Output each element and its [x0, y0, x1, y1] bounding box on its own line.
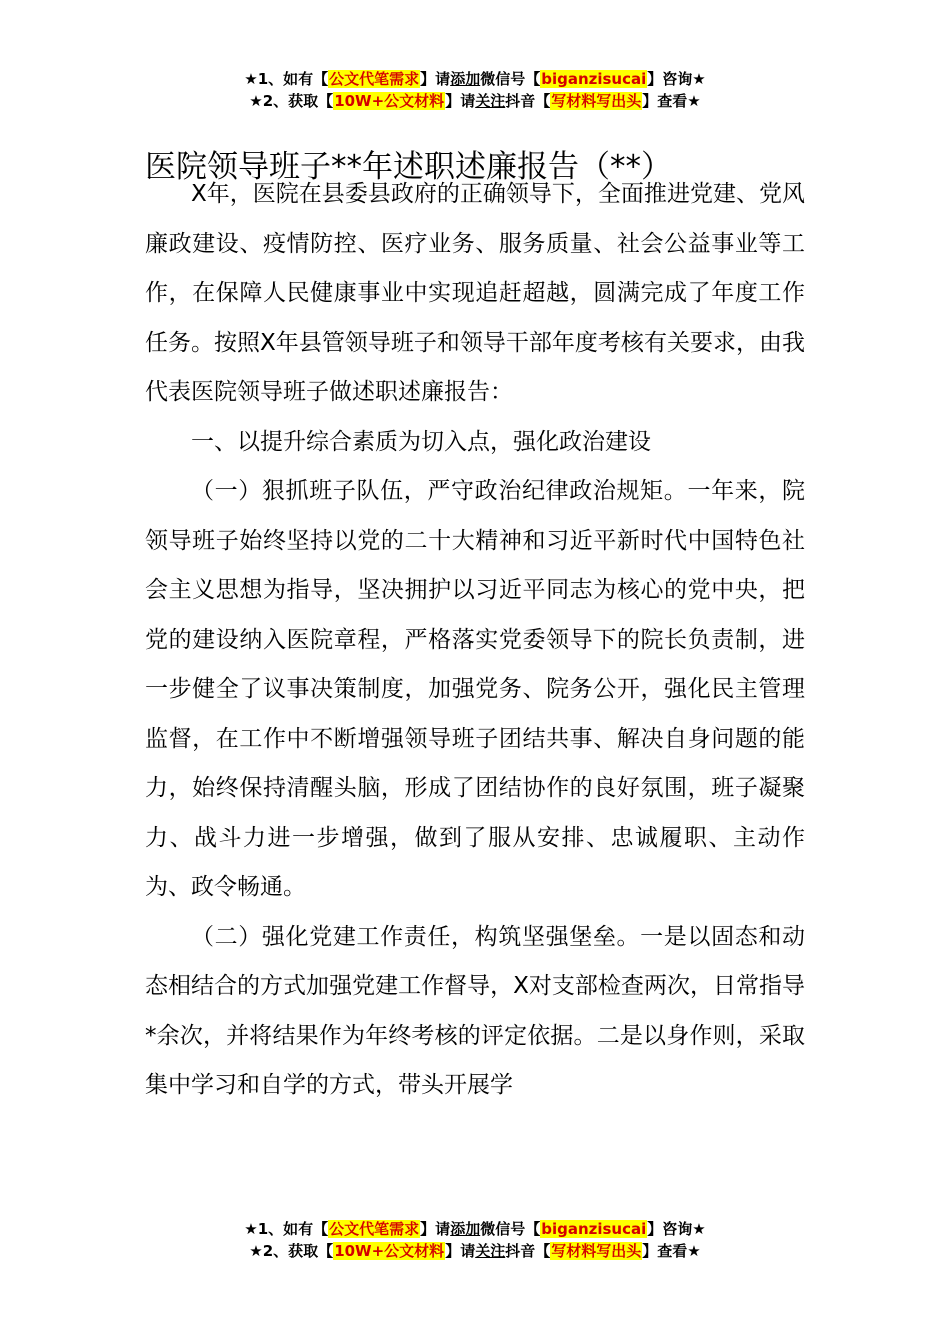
- highlight-service: 公文代笔需求: [329, 70, 420, 88]
- highlight-wechat-id: biganzisucai: [541, 70, 647, 88]
- banner-line-2: [0, 90, 950, 112]
- banner-text: 】咨询★: [647, 1220, 706, 1238]
- banner-text: 抖音【: [505, 92, 551, 110]
- banner-text: ★2、获取【: [249, 1242, 334, 1260]
- banner-text: 】咨询★: [647, 70, 706, 88]
- banner-line-1: [0, 68, 950, 90]
- highlight-douyin-id: 写材料写出头: [551, 92, 642, 110]
- highlight-materials: 10W+公文材料: [334, 92, 445, 110]
- banner-text: ★1、如有【: [244, 1220, 329, 1238]
- banner-text: 】查看★: [642, 1242, 701, 1260]
- banner-text: 】请: [445, 1242, 476, 1260]
- banner-text: 】请: [420, 70, 451, 88]
- highlight-wechat-id: biganzisucai: [541, 1220, 647, 1238]
- bottom-banner: [0, 1218, 950, 1262]
- page-title: 医院领导班子**年述职述廉报告（**）: [145, 148, 672, 185]
- banner-text: ★2、获取【: [249, 92, 334, 110]
- banner-line-2: [0, 1240, 950, 1262]
- underline-follow: 关注: [475, 1242, 506, 1260]
- banner-text: ★1、如有【: [244, 70, 329, 88]
- section-heading: 一、以提升综合素质为切入点，强化政治建设: [191, 428, 651, 455]
- highlight-douyin-id: 写材料写出头: [551, 1242, 642, 1260]
- banner-text: 】请: [420, 1220, 451, 1238]
- highlight-materials: 10W+公文材料: [334, 1242, 445, 1260]
- paragraph: （二）强化党建工作责任，构筑坚强堡垒。一是以固态和动态相结合的方式加强党建工作督导，X对支部检查两次，日常指导*余次，并将结果作为年终考核的评定依据。二是以身作则，采取集中学习和自学的方式，带头开展学: [145, 923, 805, 1098]
- banner-text: 微信号【: [480, 1220, 541, 1238]
- underline-add: 添加: [450, 1220, 481, 1238]
- banner-text: 微信号【: [480, 70, 541, 88]
- underline-follow: 关注: [475, 92, 506, 110]
- paragraph: （一）狠抓班子队伍，严守政治纪律政治规矩。一年来，院领导班子始终坚持以党的二十大精神和习近平新时代中国特色社会主义思想为指导，坚决拥护以习近平同志为核心的党中央，把党的建设纳入医院章程，严格落实党委领导下的院长负责制，进一步健全了议事决策制度，加强党务、院务公开，强化民主管理监督，在工作中不断增强领导班子团结共事、解决自身问题的能力，始终保持清醒头脑，形成了团结协作的良好氛围，班子凝聚力、战斗力进一步增强，做到了服从安排、忠诚履职、主动作为、政令畅通。: [145, 478, 805, 900]
- top-banner: [0, 68, 950, 112]
- document-body: [145, 170, 805, 1111]
- banner-line-1: [0, 1218, 950, 1240]
- highlight-service: 公文代笔需求: [329, 1220, 420, 1238]
- banner-text: 】请: [445, 92, 476, 110]
- banner-text: 抖音【: [505, 1242, 551, 1260]
- banner-text: 】查看★: [642, 92, 701, 110]
- paragraph: X年，医院在县委县政府的正确领导下，全面推进党建、党风廉政建设、疫情防控、医疗业务、服务质量、社会公益事业等工作，在保障人民健康事业中实现追赶超越，圆满完成了年度工作任务。按照X年县管领导班子和领导干部年度考核有关要求，由我代表医院领导班子做述职述廉报告：: [145, 181, 805, 405]
- underline-add: 添加: [450, 70, 481, 88]
